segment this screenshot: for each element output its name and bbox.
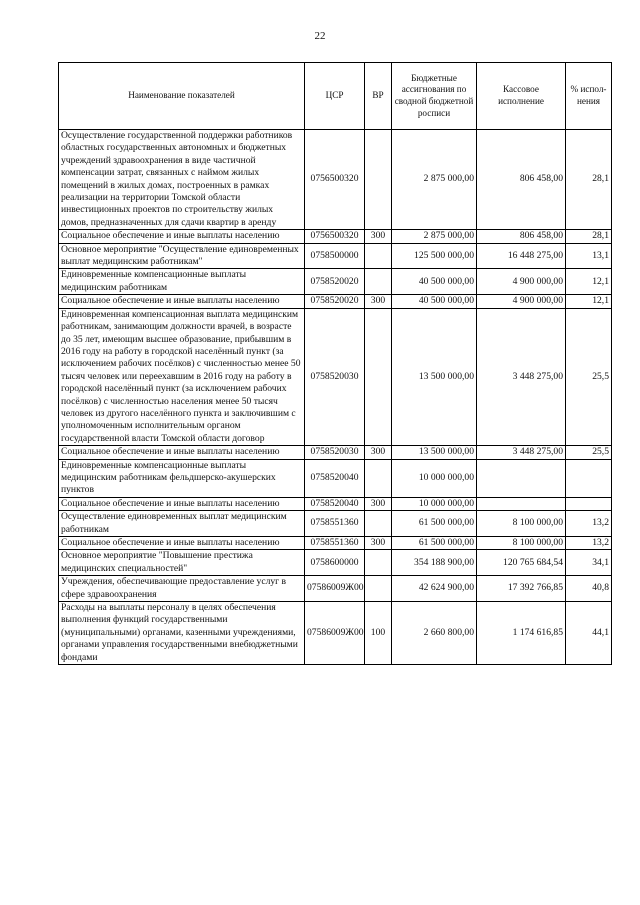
row-name: Социальное обеспечение и иные выплаты населению xyxy=(59,497,305,510)
row-vr: 300 xyxy=(365,497,392,510)
table-row xyxy=(59,550,612,576)
table-row xyxy=(59,497,612,510)
row-cash: 806 458,00 xyxy=(477,230,566,243)
row-vr xyxy=(365,550,392,576)
row-budget: 2 660 800,00 xyxy=(392,602,477,665)
row-name: Расходы на выплаты персоналу в целях обеспечения выполнения функций государственными (муниципальными) органами, казенными учреждениями, органами управления государственными внебюджетными фондами xyxy=(59,602,305,665)
table-row xyxy=(59,308,612,445)
row-csr: 07586009Ж00 xyxy=(305,602,365,665)
row-percent xyxy=(566,497,612,510)
header-csr: ЦСР xyxy=(305,63,365,130)
row-cash: 3 448 275,00 xyxy=(477,446,566,459)
row-percent xyxy=(566,459,612,497)
header-budget: Бюджетные ассигнования по сводной бюджетной росписи xyxy=(392,63,477,130)
row-csr: 0758551360 xyxy=(305,537,365,550)
row-cash: 120 765 684,54 xyxy=(477,550,566,576)
row-csr: 0758551360 xyxy=(305,511,365,537)
row-vr xyxy=(365,130,392,230)
row-percent: 34,1 xyxy=(566,550,612,576)
row-percent: 13,2 xyxy=(566,537,612,550)
table-header-row xyxy=(59,63,612,130)
row-csr: 0758520040 xyxy=(305,497,365,510)
row-budget: 10 000 000,00 xyxy=(392,459,477,497)
row-csr: 07586009Ж00 xyxy=(305,576,365,602)
row-name: Социальное обеспечение и иные выплаты населению xyxy=(59,537,305,550)
row-name: Социальное обеспечение и иные выплаты населению xyxy=(59,446,305,459)
table-row xyxy=(59,269,612,295)
row-cash: 1 174 616,85 xyxy=(477,602,566,665)
header-percent: % испол-нения xyxy=(566,63,612,130)
table-row xyxy=(59,459,612,497)
row-cash: 17 392 766,85 xyxy=(477,576,566,602)
row-budget: 10 000 000,00 xyxy=(392,497,477,510)
row-cash: 3 448 275,00 xyxy=(477,308,566,445)
row-budget: 40 500 000,00 xyxy=(392,295,477,308)
row-cash: 4 900 000,00 xyxy=(477,269,566,295)
header-cash: Кассовое исполнение xyxy=(477,63,566,130)
row-csr: 0758500000 xyxy=(305,243,365,269)
row-budget: 125 500 000,00 xyxy=(392,243,477,269)
row-cash xyxy=(477,459,566,497)
row-vr xyxy=(365,269,392,295)
row-name: Основное мероприятие "Повышение престижа медицинских специальностей" xyxy=(59,550,305,576)
row-percent: 44,1 xyxy=(566,602,612,665)
table-row xyxy=(59,511,612,537)
row-budget: 13 500 000,00 xyxy=(392,308,477,445)
row-vr xyxy=(365,511,392,537)
budget-execution-table xyxy=(58,62,612,665)
row-name: Осуществление государственной поддержки работников областных государственных автономных и бюджетных учреждений здравоохранения в виде частичной компенсации затрат, связанных с наймом жилых помещений в жилых домах, построенных в рамках реализации на территории Томской области инвестиционных проектов по строительству жилых домов, предназначенных для сдачи квартир в аренду xyxy=(59,130,305,230)
row-vr xyxy=(365,243,392,269)
row-name: Единовременные компенсационные выплаты медицинским работникам фельдшерско-акушерских пунктов xyxy=(59,459,305,497)
table-row xyxy=(59,446,612,459)
row-budget: 61 500 000,00 xyxy=(392,537,477,550)
row-cash: 8 100 000,00 xyxy=(477,537,566,550)
row-cash: 8 100 000,00 xyxy=(477,511,566,537)
row-name: Единовременные компенсационные выплаты медицинским работникам xyxy=(59,269,305,295)
row-percent: 25,5 xyxy=(566,308,612,445)
row-csr: 0758520020 xyxy=(305,269,365,295)
row-percent: 12,1 xyxy=(566,295,612,308)
row-percent: 28,1 xyxy=(566,230,612,243)
table-row xyxy=(59,230,612,243)
row-budget: 13 500 000,00 xyxy=(392,446,477,459)
row-percent: 12,1 xyxy=(566,269,612,295)
row-csr: 0756500320 xyxy=(305,130,365,230)
row-percent: 13,1 xyxy=(566,243,612,269)
row-cash: 16 448 275,00 xyxy=(477,243,566,269)
row-vr: 300 xyxy=(365,295,392,308)
row-vr: 300 xyxy=(365,230,392,243)
header-name: Наименование показателей xyxy=(59,63,305,130)
row-name: Учреждения, обеспечивающие предоставление услуг в сфере здравоохранения xyxy=(59,576,305,602)
row-name: Основное мероприятие "Осуществление единовременных выплат медицинским работникам" xyxy=(59,243,305,269)
row-vr xyxy=(365,576,392,602)
row-budget: 42 624 900,00 xyxy=(392,576,477,602)
row-vr: 100 xyxy=(365,602,392,665)
row-percent: 13,2 xyxy=(566,511,612,537)
row-cash: 806 458,00 xyxy=(477,130,566,230)
row-csr: 0756500320 xyxy=(305,230,365,243)
row-csr: 0758600000 xyxy=(305,550,365,576)
row-budget: 2 875 000,00 xyxy=(392,230,477,243)
table-row xyxy=(59,537,612,550)
table-row xyxy=(59,130,612,230)
row-budget: 354 188 900,00 xyxy=(392,550,477,576)
row-vr: 300 xyxy=(365,446,392,459)
row-budget: 40 500 000,00 xyxy=(392,269,477,295)
row-csr: 0758520030 xyxy=(305,446,365,459)
row-budget: 2 875 000,00 xyxy=(392,130,477,230)
row-name: Осуществление единовременных выплат медицинским работникам xyxy=(59,511,305,537)
table-row xyxy=(59,576,612,602)
table-row xyxy=(59,243,612,269)
row-budget: 61 500 000,00 xyxy=(392,511,477,537)
row-percent: 25,5 xyxy=(566,446,612,459)
row-name: Единовременная компенсационная выплата медицинским работникам, занимающим должности врачей, в возрасте до 35 лет, имеющим высшее образование, прибывшим в 2016 году на работу в городской населённый пункт (за исключением рабочих посёлков) с численностью менее 50 тысяч человек или переехавшим в 2016 году на работу в городской населённый пункт (за исключением рабочих посёлков) с численностью населения менее 50 тысяч человек из другого населённого пункта и заключившим с уполномоченным исполнительным органом государственной власти Томской области договор xyxy=(59,308,305,445)
row-csr: 0758520020 xyxy=(305,295,365,308)
row-vr xyxy=(365,308,392,445)
row-percent: 28,1 xyxy=(566,130,612,230)
row-csr: 0758520030 xyxy=(305,308,365,445)
header-vr: ВР xyxy=(365,63,392,130)
row-percent: 40,8 xyxy=(566,576,612,602)
table-row xyxy=(59,602,612,665)
page-number: 22 xyxy=(314,30,326,42)
row-cash: 4 900 000,00 xyxy=(477,295,566,308)
row-vr xyxy=(365,459,392,497)
row-cash xyxy=(477,497,566,510)
row-csr: 0758520040 xyxy=(305,459,365,497)
row-name: Социальное обеспечение и иные выплаты населению xyxy=(59,295,305,308)
row-name: Социальное обеспечение и иные выплаты населению xyxy=(59,230,305,243)
row-vr: 300 xyxy=(365,537,392,550)
table-row xyxy=(59,295,612,308)
